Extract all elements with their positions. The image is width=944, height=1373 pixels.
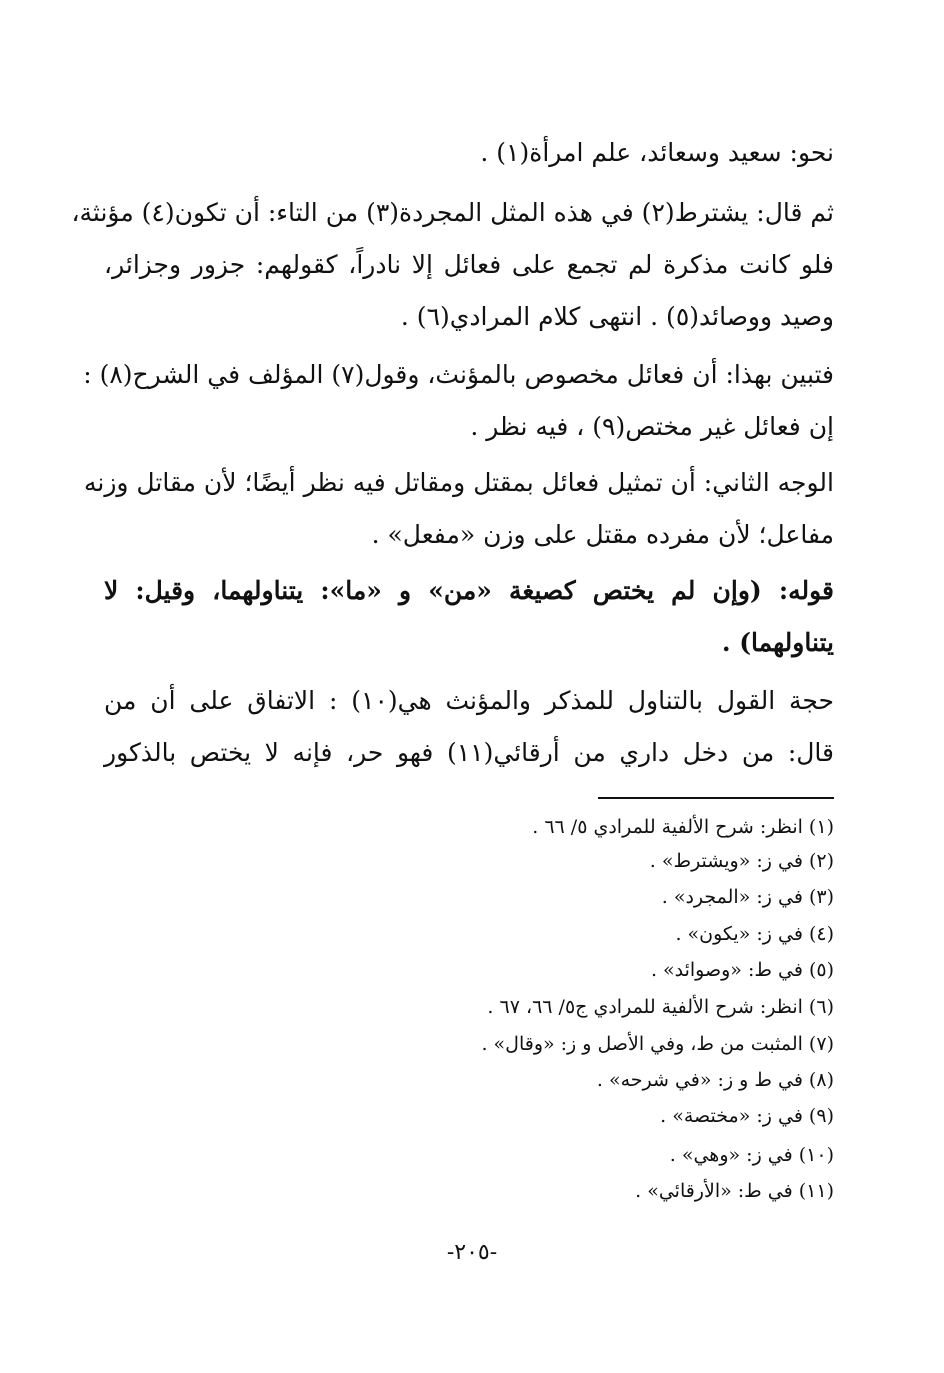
body-line: فلو كانت مذكرة لم تجمع على فعائل إلا نادراً، كقولهم: جزور وجزائر، xyxy=(104,250,834,279)
footnote: (٧) المثبت من ط، وفي الأصل و ز: «وقال» . xyxy=(481,1033,834,1055)
footnote: (٥) في ط: «وصوائد» . xyxy=(650,959,834,981)
footnote-separator xyxy=(598,797,834,799)
body-line: قوله: (وإن لم يختص كصيغة «من» و «ما»: يتناولهما، وقيل: لا xyxy=(104,576,834,605)
body-line: وصيد ووصائد(٥) . انتهى كلام المرادي(٦) . xyxy=(400,302,834,331)
footnote: (١٠) في ز: «وهي» . xyxy=(669,1144,834,1166)
body-line: فتبين بهذا: أن فعائل مخصوص بالمؤنث، وقول(٧) المؤلف في الشرح(٨) : xyxy=(83,360,834,389)
body-line: نحو: سعيد وسعائد، علم امرأة(١) . xyxy=(480,138,834,167)
footnote: (١١) في ط: «الأرقائي» . xyxy=(635,1180,834,1202)
footnote: (٩) في ز: «مختصة» . xyxy=(660,1105,834,1127)
body-line: يتناولهما) . xyxy=(721,628,834,657)
body-line: مفاعل؛ لأن مفرده مقتل على وزن «مفعل» . xyxy=(371,520,834,549)
footnote: (٨) في ط و ز: «في شرحه» . xyxy=(596,1069,834,1091)
body-line: الوجه الثاني: أن تمثيل فعائل بمقتل ومقاتل فيه نظر أيضًا؛ لأن مقاتل وزنه xyxy=(83,468,834,497)
body-line: قال: من دخل داري من أرقائي(١١) فهو حر، فإنه لا يختص بالذكور xyxy=(104,738,834,767)
body-line: ثم قال: يشترط(٢) في هذه المثل المجردة(٣) من التاء: أن تكون(٤) مؤنثة، xyxy=(71,198,834,227)
page-number: -٢٠٥- xyxy=(446,1240,498,1265)
body-line: إن فعائل غير مختص(٩) ، فيه نظر . xyxy=(470,412,834,441)
footnote: (٤) في ز: «يكون» . xyxy=(675,923,834,945)
footnote: (٦) انظر: شرح الألفية للمرادي ج٥/ ٦٦، ٦٧ . xyxy=(487,996,834,1018)
body-line: حجة القول بالتناول للمذكر والمؤنث هي(١٠) : الاتفاق على أن من xyxy=(104,686,834,715)
footnote: (٢) في ز: «ويشترط» . xyxy=(649,850,834,872)
footnote: (١) انظر: شرح الألفية للمرادي ٥/ ٦٦ . xyxy=(532,816,834,838)
footnote: (٣) في ز: «المجرد» . xyxy=(661,886,834,908)
